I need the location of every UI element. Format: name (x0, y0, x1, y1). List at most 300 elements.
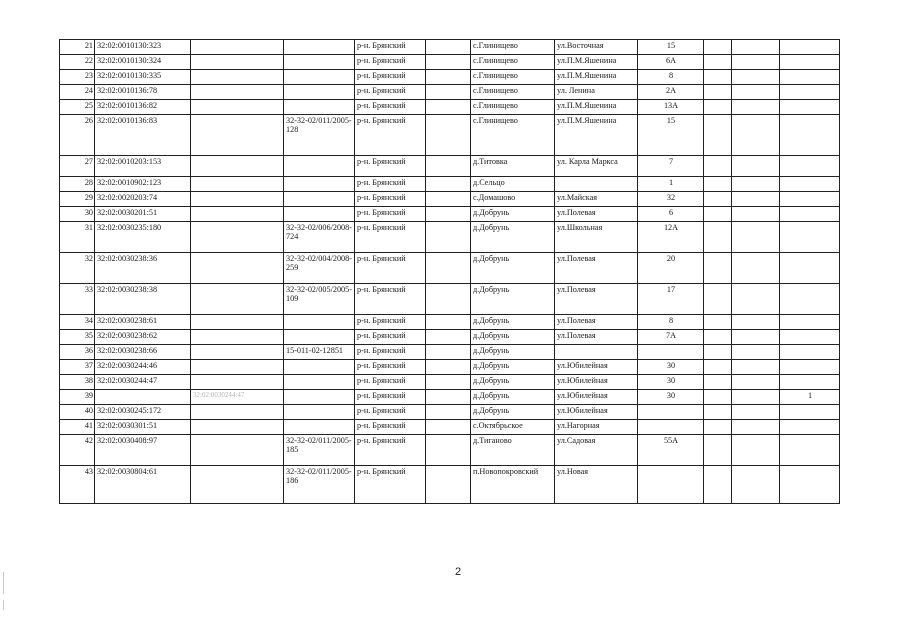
table-cell (732, 85, 780, 100)
table-cell: 6А (638, 55, 704, 70)
table-cell: р-н. Брянский (355, 40, 426, 55)
table-cell (704, 466, 732, 504)
table-cell: ул.Восточная (555, 40, 638, 55)
register-table (59, 39, 840, 504)
table-cell (191, 100, 284, 115)
table-cell (191, 222, 284, 253)
table-row (60, 115, 840, 156)
table-cell (426, 284, 471, 315)
table-cell: ул.П.М.Яшенина (555, 115, 638, 156)
table-cell: 2А (638, 85, 704, 100)
table-cell (732, 360, 780, 375)
table-cell (704, 345, 732, 360)
table-cell: 32:02:0030245:172 (95, 405, 191, 420)
table-cell (426, 177, 471, 192)
table-cell (426, 330, 471, 345)
table-cell: ул.Новая (555, 466, 638, 504)
table-cell (426, 115, 471, 156)
table-cell (284, 177, 355, 192)
table-cell (780, 70, 840, 85)
table-cell: ул. Карла Маркса (555, 156, 638, 177)
table-cell (780, 375, 840, 390)
table-cell (284, 390, 355, 405)
table-cell: р-н. Брянский (355, 420, 426, 435)
table-cell: 32:02:0010902:123 (95, 177, 191, 192)
table-cell: 42 (60, 435, 95, 466)
table-cell: 30 (638, 360, 704, 375)
table-cell: 32 (638, 192, 704, 207)
table-row (60, 345, 840, 360)
table-cell: 34 (60, 315, 95, 330)
table-cell: д.Добрунь (471, 315, 555, 330)
table-cell: 15 (638, 40, 704, 55)
table-cell (780, 435, 840, 466)
table-cell (426, 85, 471, 100)
table-cell (780, 207, 840, 222)
table-cell: с.Домашово (471, 192, 555, 207)
table-cell: п.Новопокровский (471, 466, 555, 504)
table-cell: 32:02:0010136:78 (95, 85, 191, 100)
table-cell: 1 (780, 390, 840, 405)
table-cell (704, 405, 732, 420)
table-cell: р-н. Брянский (355, 345, 426, 360)
table-cell: р-н. Брянский (355, 177, 426, 192)
table-cell (191, 115, 284, 156)
table-cell: 32:02:0010130:324 (95, 55, 191, 70)
table-row (60, 330, 840, 345)
table-cell (780, 345, 840, 360)
table-cell (95, 390, 191, 405)
table-cell (191, 360, 284, 375)
table-cell: ул.П.М.Яшенина (555, 55, 638, 70)
table-cell: ул.П.М.Яшенина (555, 100, 638, 115)
table-cell (638, 345, 704, 360)
table-cell: 32:02:0030201:51 (95, 207, 191, 222)
scan-mark (3, 572, 4, 594)
table-cell (426, 420, 471, 435)
table-cell: р-н. Брянский (355, 207, 426, 222)
table-cell (191, 70, 284, 85)
table-cell: 24 (60, 85, 95, 100)
table-cell (704, 253, 732, 284)
table-cell: 30 (60, 207, 95, 222)
table-cell: 8 (638, 70, 704, 85)
table-cell (732, 284, 780, 315)
table-cell (704, 420, 732, 435)
page-number: 2 (455, 566, 462, 578)
table-cell: 32:02:0030244:47 (95, 375, 191, 390)
table-cell (191, 330, 284, 345)
table-cell (426, 390, 471, 405)
table-cell: 1 (638, 177, 704, 192)
table-cell: 26 (60, 115, 95, 156)
table-cell (704, 177, 732, 192)
table-cell (732, 435, 780, 466)
table-cell: ул.Школьная (555, 222, 638, 253)
table-cell: 36 (60, 345, 95, 360)
table-cell (780, 420, 840, 435)
table-cell: 32:02:0020203:74 (95, 192, 191, 207)
table-cell (191, 207, 284, 222)
table-cell (780, 40, 840, 55)
table-cell (555, 345, 638, 360)
table-cell: 27 (60, 156, 95, 177)
table-cell (426, 375, 471, 390)
table-cell: 40 (60, 405, 95, 420)
table-cell (732, 222, 780, 253)
table-cell: 43 (60, 466, 95, 504)
table-cell: 32-32-02/004/2008-259 (284, 253, 355, 284)
table-cell: 32:02:0030238:61 (95, 315, 191, 330)
table-cell (732, 40, 780, 55)
table-cell: 29 (60, 192, 95, 207)
table-cell: ул.Юбилейная (555, 390, 638, 405)
table-cell: 23 (60, 70, 95, 85)
table-cell (704, 390, 732, 405)
table-cell: 32:02:0030238:36 (95, 253, 191, 284)
table-cell: 32-32-02/005/2005-109 (284, 284, 355, 315)
table-cell: 32 (60, 253, 95, 284)
table-cell (780, 156, 840, 177)
table-cell: д.Добрунь (471, 207, 555, 222)
table-cell: с.Октябрьское (471, 420, 555, 435)
table-cell: 32:02:0030235:180 (95, 222, 191, 253)
table-cell (638, 405, 704, 420)
table-cell (704, 156, 732, 177)
table-cell (284, 207, 355, 222)
table-cell: 32:02:0010203:153 (95, 156, 191, 177)
table-cell (732, 330, 780, 345)
table-cell (426, 435, 471, 466)
table-cell (426, 466, 471, 504)
table-cell: с.Глинищево (471, 115, 555, 156)
table-cell: 7 (638, 156, 704, 177)
table-cell (780, 85, 840, 100)
table-cell (426, 100, 471, 115)
table-cell: 32:02:0010130:323 (95, 40, 191, 55)
table-cell: 32-32-02/011/2005-185 (284, 435, 355, 466)
table-cell: д.Добрунь (471, 253, 555, 284)
table-cell (426, 405, 471, 420)
table-cell (426, 156, 471, 177)
table-cell (191, 315, 284, 330)
table-cell: ул.П.М.Яшенина (555, 70, 638, 85)
table-row (60, 390, 840, 405)
table-cell: д.Добрунь (471, 405, 555, 420)
table-row (60, 315, 840, 330)
table-cell (780, 405, 840, 420)
table-cell: 32:02:0010136:83 (95, 115, 191, 156)
table-cell: ул.Полевая (555, 330, 638, 345)
table-cell (780, 100, 840, 115)
table-cell: 15 (638, 115, 704, 156)
table-cell (732, 177, 780, 192)
table-row (60, 375, 840, 390)
table-cell (284, 375, 355, 390)
table-row (60, 360, 840, 375)
table-cell (704, 192, 732, 207)
table-cell (704, 207, 732, 222)
table-cell (732, 390, 780, 405)
table-cell: р-н. Брянский (355, 70, 426, 85)
table-cell (191, 156, 284, 177)
table-cell: с.Глинищево (471, 70, 555, 85)
table-row (60, 435, 840, 466)
table-cell (284, 420, 355, 435)
table-cell: 7А (638, 330, 704, 345)
table-cell (191, 405, 284, 420)
table-cell: д.Добрунь (471, 330, 555, 345)
table-cell (638, 466, 704, 504)
table-cell: 32:02:0030238:62 (95, 330, 191, 345)
table-cell (732, 405, 780, 420)
table-cell (732, 253, 780, 284)
table-cell: 30 (638, 375, 704, 390)
table-cell: 37 (60, 360, 95, 375)
table-cell: р-н. Брянский (355, 405, 426, 420)
table-row (60, 207, 840, 222)
table-cell (780, 253, 840, 284)
table-cell: р-н. Брянский (355, 330, 426, 345)
table-cell: 38 (60, 375, 95, 390)
table-cell: 20 (638, 253, 704, 284)
table-cell: д.Добрунь (471, 284, 555, 315)
table-cell: р-н. Брянский (355, 284, 426, 315)
table-cell (191, 40, 284, 55)
table-cell: с.Глинищево (471, 55, 555, 70)
table-cell (732, 70, 780, 85)
table-cell (284, 40, 355, 55)
table-cell: р-н. Брянский (355, 253, 426, 284)
table-cell: 32:02:0010130:335 (95, 70, 191, 85)
table-cell: р-н. Брянский (355, 115, 426, 156)
table-cell: 32:02:0030244:46 (95, 360, 191, 375)
table-cell: 32-32-02/011/2005-128 (284, 115, 355, 156)
table-cell (426, 55, 471, 70)
table-cell: с.Глинищево (471, 40, 555, 55)
table-cell: 17 (638, 284, 704, 315)
table-cell (284, 85, 355, 100)
table-cell (426, 70, 471, 85)
table-cell: с.Глинищево (471, 100, 555, 115)
table-cell (191, 177, 284, 192)
table-cell (191, 284, 284, 315)
table-row (60, 405, 840, 420)
table-cell: д.Добрунь (471, 375, 555, 390)
table-row (60, 85, 840, 100)
table-row (60, 100, 840, 115)
table-cell: д.Тиганово (471, 435, 555, 466)
table-cell (780, 222, 840, 253)
table-cell: 6 (638, 207, 704, 222)
table-cell (426, 192, 471, 207)
table-cell: р-н. Брянский (355, 156, 426, 177)
table-cell (732, 100, 780, 115)
table-cell (732, 375, 780, 390)
table-row (60, 253, 840, 284)
table-cell (780, 55, 840, 70)
table-cell (191, 420, 284, 435)
table-cell (704, 40, 732, 55)
scan-mark (3, 600, 4, 610)
table-cell: д.Добрунь (471, 222, 555, 253)
table-cell: 30 (638, 390, 704, 405)
table-cell: ул.Полевая (555, 315, 638, 330)
table-cell: 32-32-02/011/2005-186 (284, 466, 355, 504)
table-cell (426, 315, 471, 330)
table-cell: ул.Юбилейная (555, 360, 638, 375)
table-cell (780, 330, 840, 345)
table-cell (191, 435, 284, 466)
table-cell: 32:02:0030804:61 (95, 466, 191, 504)
table-cell (191, 375, 284, 390)
table-cell: д.Добрунь (471, 360, 555, 375)
table-cell (426, 222, 471, 253)
table-row (60, 55, 840, 70)
table-cell (780, 177, 840, 192)
table-cell (638, 420, 704, 435)
table-cell (732, 345, 780, 360)
table-cell: д.Добрунь (471, 390, 555, 405)
table-cell (284, 330, 355, 345)
table-cell: р-н. Брянский (355, 390, 426, 405)
table-cell: р-н. Брянский (355, 466, 426, 504)
table-cell (191, 345, 284, 360)
table-cell (191, 55, 284, 70)
table-cell: 12А (638, 222, 704, 253)
table-cell (704, 222, 732, 253)
table-cell: р-н. Брянский (355, 375, 426, 390)
table-cell: р-н. Брянский (355, 192, 426, 207)
table-cell (732, 207, 780, 222)
table-cell: ул.Садовая (555, 435, 638, 466)
table-row (60, 222, 840, 253)
table-cell (780, 466, 840, 504)
table-cell: с.Глинищево (471, 85, 555, 100)
table-cell: ул.Полевая (555, 253, 638, 284)
table-row (60, 192, 840, 207)
table-cell (284, 100, 355, 115)
table-cell (191, 192, 284, 207)
table-cell (704, 70, 732, 85)
table-cell (284, 360, 355, 375)
table-row (60, 70, 840, 85)
table-row (60, 156, 840, 177)
table-cell (732, 115, 780, 156)
table-cell (732, 55, 780, 70)
table-cell (704, 100, 732, 115)
table-cell: р-н. Брянский (355, 360, 426, 375)
table-cell (284, 55, 355, 70)
table-row (60, 40, 840, 55)
table-cell (284, 156, 355, 177)
table-cell: 32:02:0030238:38 (95, 284, 191, 315)
table-cell (284, 70, 355, 85)
table-cell: 35 (60, 330, 95, 345)
table-cell: 22 (60, 55, 95, 70)
table-cell: 21 (60, 40, 95, 55)
table-cell: ул.Юбилейная (555, 405, 638, 420)
table-cell: 55А (638, 435, 704, 466)
table-cell (704, 315, 732, 330)
table-cell (704, 284, 732, 315)
table-row (60, 284, 840, 315)
table-cell: 32-32-02/006/2008-724 (284, 222, 355, 253)
table-cell: 13А (638, 100, 704, 115)
table-cell (780, 192, 840, 207)
table-cell: р-н. Брянский (355, 100, 426, 115)
table-cell: р-н. Брянский (355, 55, 426, 70)
table-cell: р-н. Брянский (355, 435, 426, 466)
table-cell (284, 192, 355, 207)
table-cell (426, 345, 471, 360)
table-cell: 8 (638, 315, 704, 330)
table-cell: 32:02:0030408:97 (95, 435, 191, 466)
table-cell (780, 315, 840, 330)
table-cell (732, 156, 780, 177)
table-cell: ул. Ленина (555, 85, 638, 100)
table-cell (704, 85, 732, 100)
table-cell (732, 192, 780, 207)
table-cell: ул.Полевая (555, 207, 638, 222)
table-cell (704, 55, 732, 70)
table-cell: р-н. Брянский (355, 85, 426, 100)
table-row (60, 177, 840, 192)
table-cell (732, 466, 780, 504)
table-cell (191, 466, 284, 504)
table-cell (704, 115, 732, 156)
table-cell: д.Титовка (471, 156, 555, 177)
table-cell: 33 (60, 284, 95, 315)
table-cell (284, 315, 355, 330)
table-cell (555, 177, 638, 192)
table-cell: ул.Нагорная (555, 420, 638, 435)
table-cell (732, 315, 780, 330)
table-cell: 32:02:0030244:47 (191, 390, 284, 405)
table-cell: 15-011-02-12851 (284, 345, 355, 360)
table-cell (780, 284, 840, 315)
table-cell (426, 207, 471, 222)
table-cell (191, 253, 284, 284)
table-cell (284, 405, 355, 420)
table-cell (426, 40, 471, 55)
table-row (60, 420, 840, 435)
table-cell (704, 375, 732, 390)
table-cell: ул.Юбилейная (555, 375, 638, 390)
table-cell (191, 85, 284, 100)
table-cell: д.Сельцо (471, 177, 555, 192)
table-cell (426, 253, 471, 284)
table-cell: 25 (60, 100, 95, 115)
table-cell: 41 (60, 420, 95, 435)
table-cell: д.Добрунь (471, 345, 555, 360)
table-cell: ул.Полевая (555, 284, 638, 315)
table-cell (780, 360, 840, 375)
table-cell: 32:02:0030301:51 (95, 420, 191, 435)
table-cell: 28 (60, 177, 95, 192)
table-cell: р-н. Брянский (355, 222, 426, 253)
table-cell (704, 360, 732, 375)
table-cell (732, 420, 780, 435)
table-row (60, 466, 840, 504)
table-cell (426, 360, 471, 375)
table-cell (704, 435, 732, 466)
table-cell (780, 115, 840, 156)
table-cell: 32:02:0030238:66 (95, 345, 191, 360)
table-cell: р-н. Брянский (355, 315, 426, 330)
table-cell (704, 330, 732, 345)
table-cell: ул.Майская (555, 192, 638, 207)
